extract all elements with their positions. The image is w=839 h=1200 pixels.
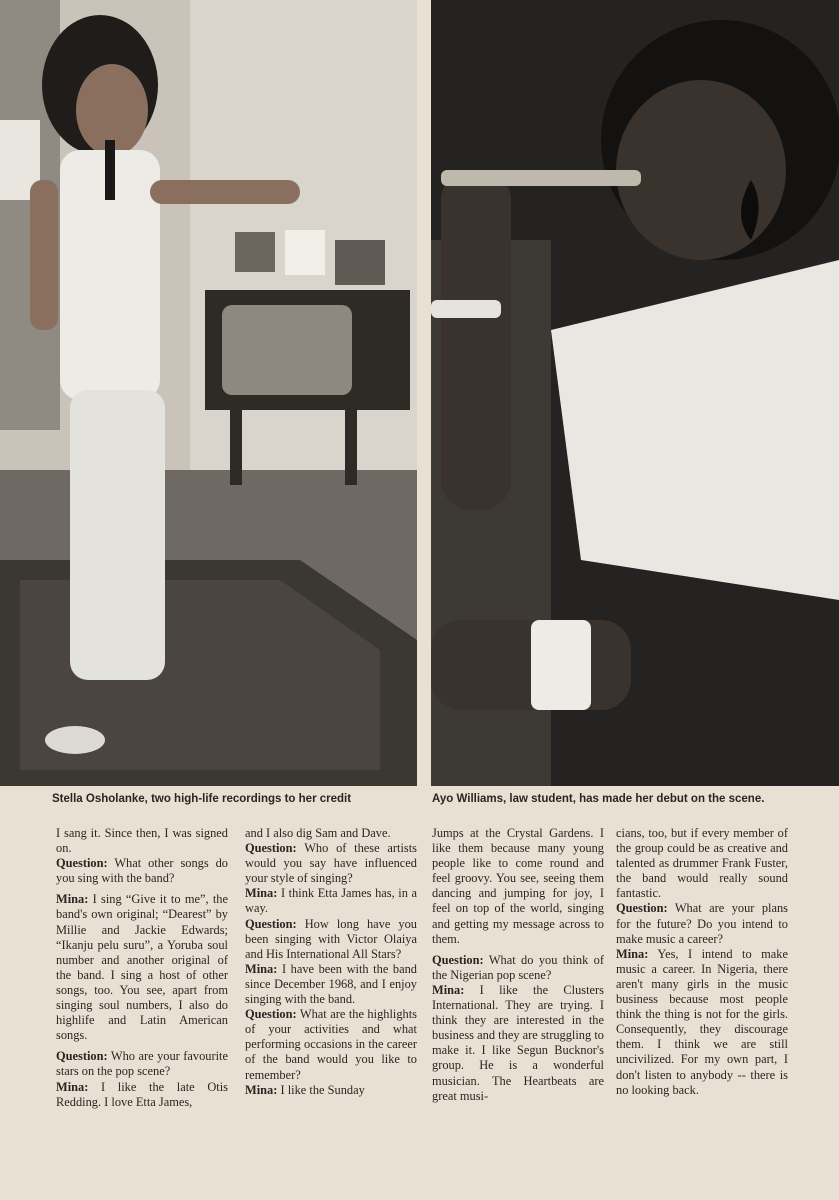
paragraph: Mina: I like the late Otis Redding. I love Etta James, — [56, 1079, 228, 1109]
caption-right: Ayo Williams, law student, has made her debut on the scene. — [432, 793, 765, 805]
paragraph: I sang it. Since then, I was signed on. — [56, 826, 228, 856]
paragraph: Question: How long have you been singing with Victor Olaiya and His International All Stars? — [245, 916, 417, 961]
text-column-4 — [616, 826, 788, 1098]
paragraph: and I also dig Sam and Dave. — [245, 826, 391, 840]
paragraph: Jumps at the Crystal Gardens. I like them because many young people like to come round and feel groovy. You see, seeing them dancing and jumping for joy, I feel on top of the world, singing and getting my message across to them. — [432, 826, 604, 946]
paragraph: Question: What other songs do you sing with the band? — [56, 856, 228, 886]
interview-text — [0, 826, 839, 1186]
paragraph: Mina: I like the Clusters International. They are trying. I think they are interested in the business and they are struggling to make it. I like Segun Bucknor's group. He is a wonderful musician. The Heartbeats are great musi- — [432, 982, 604, 1103]
singer-with-microphone-illustration — [0, 0, 417, 786]
paragraph: Mina: I think Etta James has, in a way. — [245, 886, 417, 916]
paragraph: Mina: Yes, I intend to make music a career. In Nigeria, there aren't many girls in the music business because most people think the thing is not for the girls. Consequently, they discourage them. I think we are still uncivilized. For my own part, I don't listen to anybody -- there is no looking back. — [616, 946, 788, 1097]
paragraph: Mina: I have been with the band since December 1968, and I enjoy singing with the band. — [245, 961, 417, 1007]
caption-left: Stella Osholanke, two high-life recordings to her credit — [52, 793, 352, 805]
text-column-1 — [56, 826, 228, 1110]
singer-profile-illustration — [431, 0, 839, 786]
photo-ayo-williams — [431, 0, 839, 786]
paragraph: Question: Who of these artists would you say have influenced your style of singing? — [245, 841, 417, 886]
text-column-3 — [432, 826, 604, 1104]
text-column-2 — [245, 826, 417, 1098]
paragraph: Mina: I like the Sunday — [245, 1082, 365, 1097]
paragraph: Question: What are the highlights of your activities and what performing occasions in the career of the band would you like to remember? — [245, 1007, 417, 1082]
paragraph: Question: What are your plans for the future? Do you intend to make music a career? — [616, 901, 788, 946]
photo-stella-osholanke — [0, 0, 417, 786]
photo-captions — [0, 792, 839, 826]
paragraph: Question: Who are your favourite stars on the pop scene? — [56, 1049, 228, 1079]
paragraph: Mina: I sing “Give it to me”, the band's own original; “Dearest” by Millie and Jackie Edwards; “Ikanju pelu suru”, a Yoruba soul number and another original of the band. I sing a host of other songs, too. You see, apart from singing soul numbers, I also do highlife and Latin American songs. — [56, 892, 228, 1043]
paragraph: cians, too, but if every member of the group could be as creative and talented as drummer Frank Fuster, the band would really sound fantastic. — [616, 826, 788, 901]
paragraph: Question: What do you think of the Nigerian pop scene? — [432, 952, 604, 982]
